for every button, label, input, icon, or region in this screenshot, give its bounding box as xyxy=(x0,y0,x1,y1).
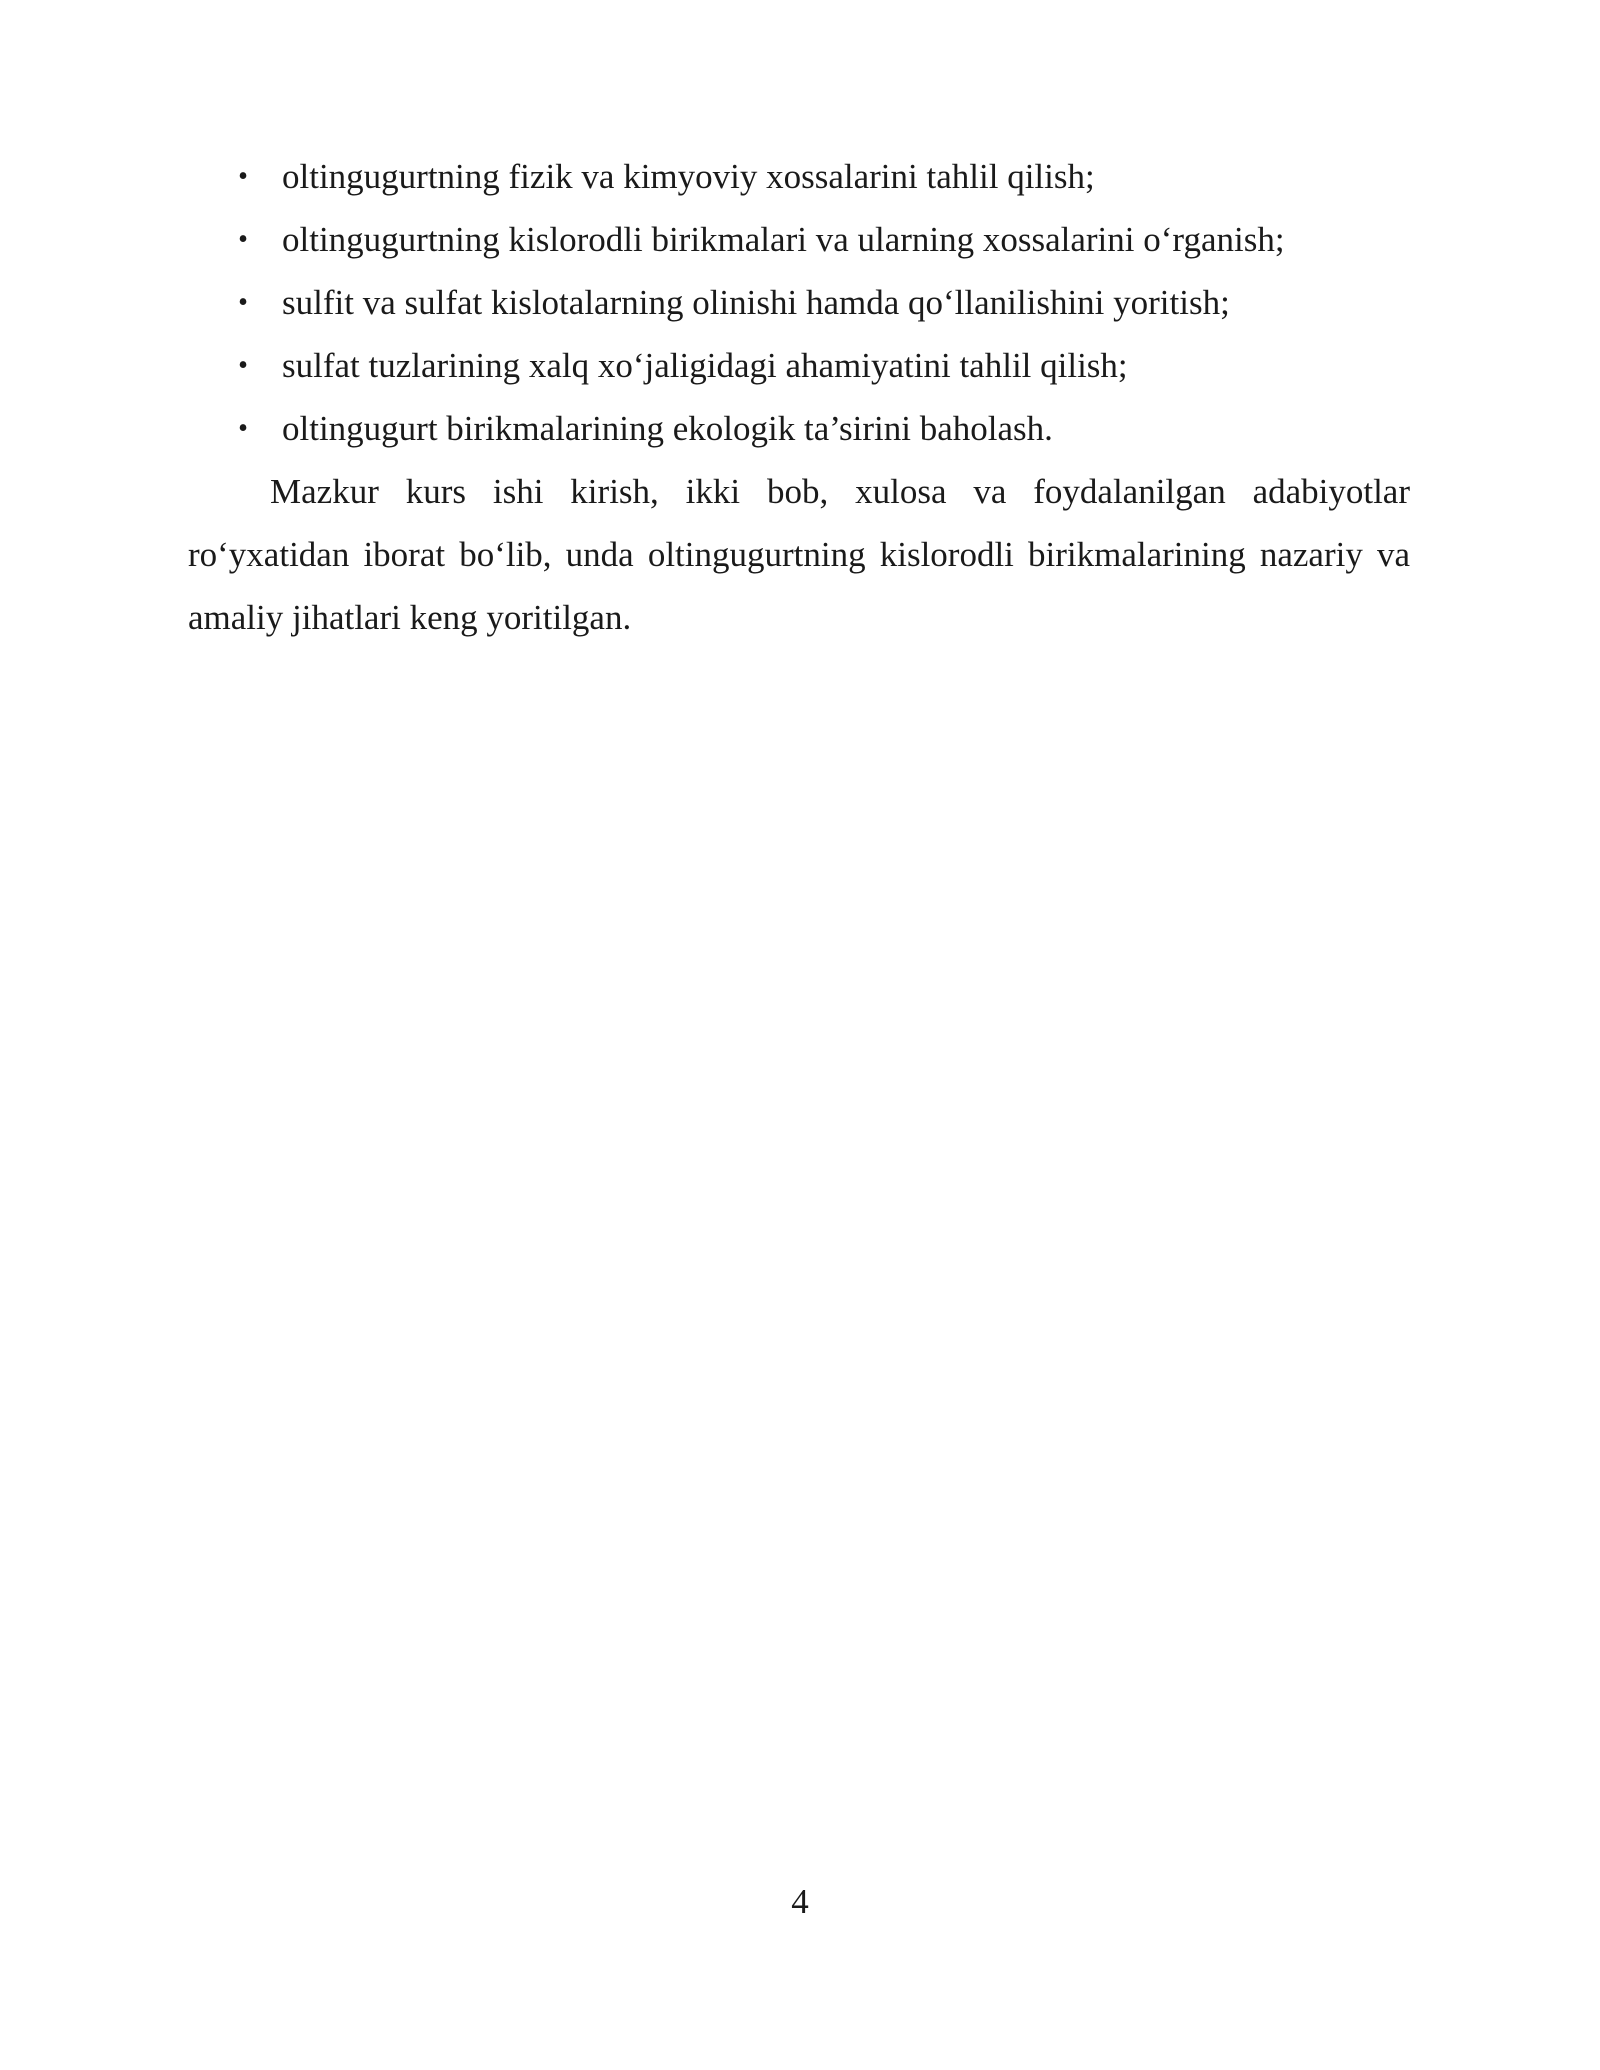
bullet-list xyxy=(188,145,1410,460)
bullet-icon: • xyxy=(238,350,248,381)
page-content xyxy=(188,145,1410,649)
list-item xyxy=(188,271,1410,334)
list-item xyxy=(188,208,1410,271)
bullet-icon: • xyxy=(238,413,248,444)
body-paragraph: Mazkur kurs ishi kirish, ikki bob, xulosa va foydalanilgan adabiyotlar ro‘yxatidan iborat bo‘lib, unda oltingugurtning kislorodli birikmalarining nazariy va amaliy jihatlari keng yoritilgan. xyxy=(188,472,1410,637)
page-number: 4 xyxy=(791,1882,809,1921)
list-item-text: sulfat tuzlarining xalq xo‘jaligidagi ahamiyatini tahlil qilish; xyxy=(282,346,1128,385)
list-item-text: oltingugurtning kislorodli birikmalari va ularning xossalarini o‘rganish; xyxy=(282,220,1285,259)
bullet-icon: • xyxy=(238,161,248,192)
list-item-text: oltingugurt birikmalarining ekologik ta’sirini baholash. xyxy=(282,409,1053,448)
bullet-icon: • xyxy=(238,224,248,255)
bullet-icon: • xyxy=(238,287,248,318)
list-item-text: sulfit va sulfat kislotalarning olinishi hamda qo‘llanilishini yoritish; xyxy=(282,283,1230,322)
list-item-text: oltingugurtning fizik va kimyoviy xossalarini tahlil qilish; xyxy=(282,157,1095,196)
list-item xyxy=(188,334,1410,397)
list-item xyxy=(188,145,1410,208)
list-item xyxy=(188,397,1410,460)
